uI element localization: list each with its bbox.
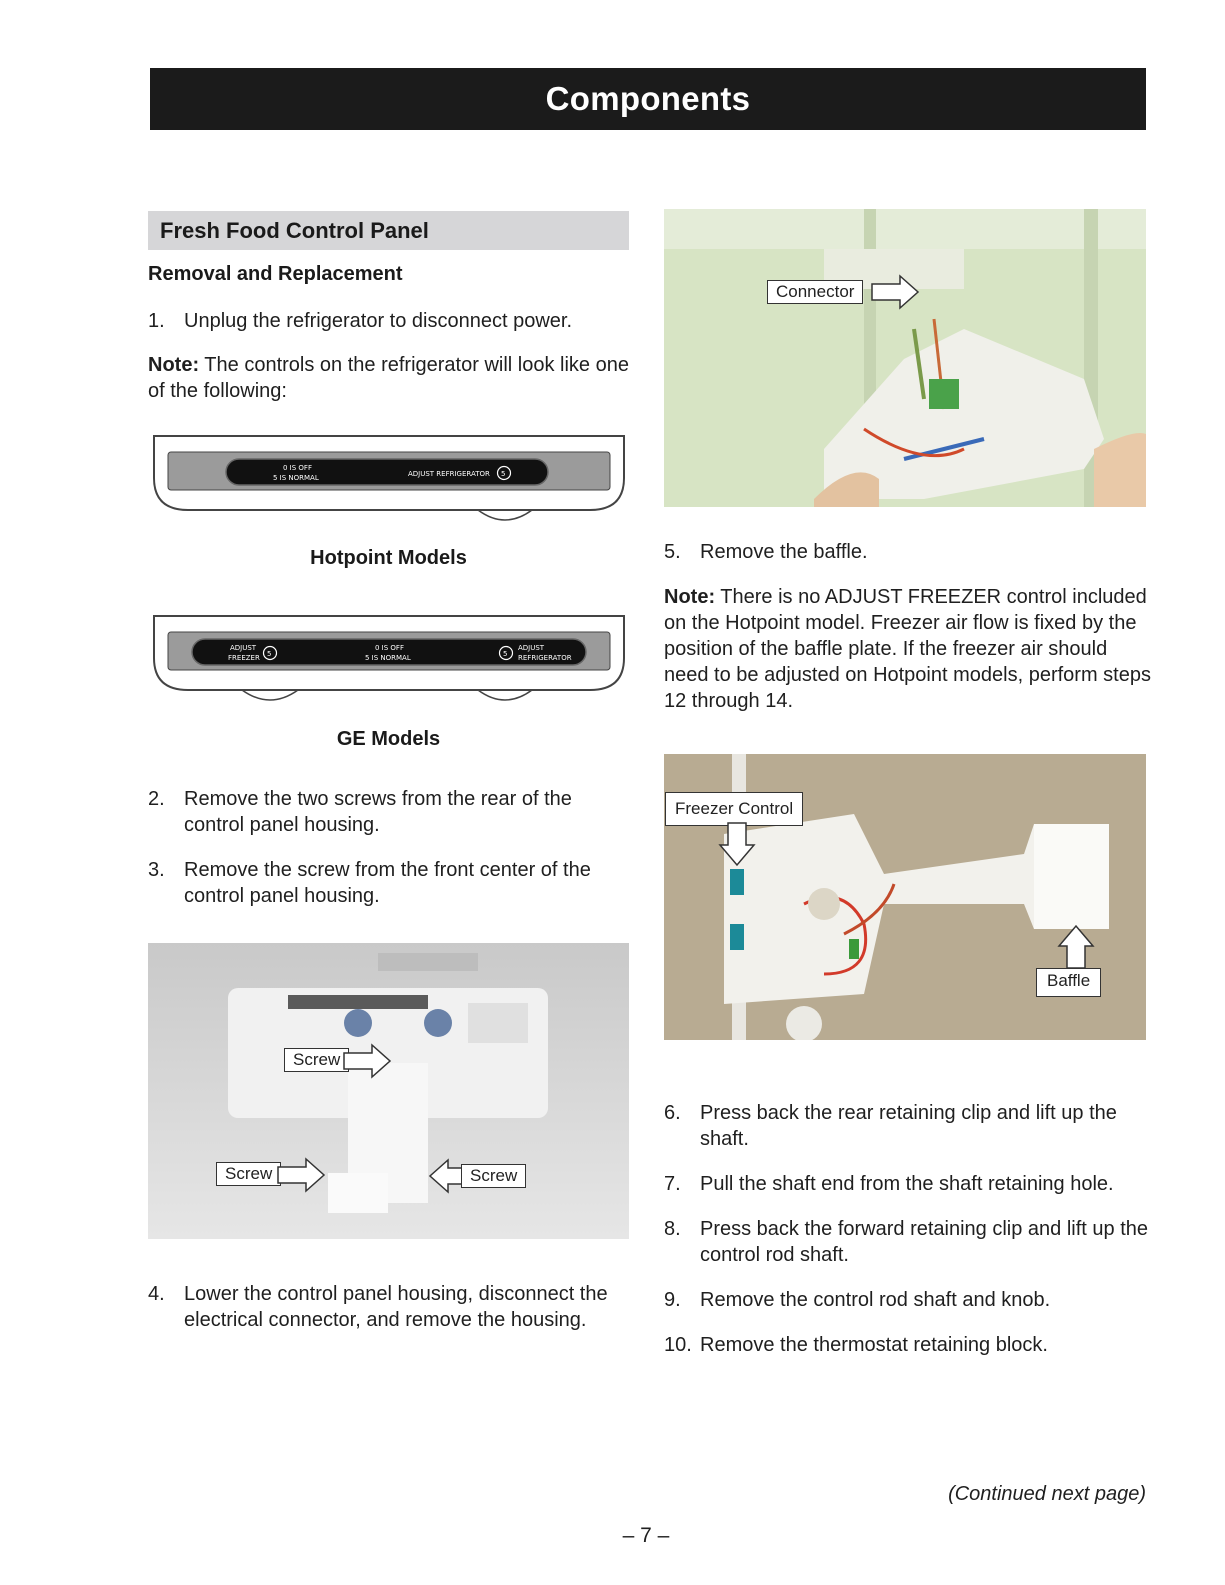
step-number: 1. [148, 310, 165, 332]
note-text: There is no ADJUST FREEZER control included on the Hotpoint model. Freezer air flow is fixed by the position of the baffle plate. If the freezer air should need to be adjusted on Hotpoint models, perform steps 12 through 14. [664, 586, 1151, 712]
arrow-right-icon [344, 1044, 392, 1078]
page-number: – 7 – [622, 1524, 670, 1547]
ge-normal-label: 5 IS NORMAL [365, 654, 411, 662]
note-label: Note: [664, 586, 716, 608]
step-6 [664, 1100, 1152, 1152]
step-number: 9. [664, 1289, 681, 1311]
page-header-bar [150, 68, 1146, 130]
hotpoint-knob-number: 5 [501, 470, 506, 478]
step-number: 8. [664, 1218, 681, 1240]
ge-freezer-knob-number: 5 [267, 650, 272, 658]
step-3 [148, 857, 633, 909]
step-10 [664, 1332, 1152, 1358]
step-7 [664, 1171, 1152, 1197]
step-text: Lower the control panel housing, disconnect the electrical connector, and remove the housing. [184, 1283, 608, 1331]
note-controls [148, 352, 633, 404]
caption-ge-models: GE Models [336, 728, 441, 750]
step-text: Remove the screw from the front center of the control panel housing. [184, 859, 591, 907]
arrow-right-icon [278, 1158, 326, 1192]
callout-screw-right: Screw [461, 1164, 526, 1188]
arrow-right-icon [872, 275, 920, 309]
step-5 [664, 539, 1154, 565]
step-number: 10. [664, 1334, 692, 1356]
step-text: Remove the baffle. [700, 541, 868, 563]
connector-photo [664, 209, 1146, 507]
step-9 [664, 1287, 1152, 1313]
ge-adjust-refrigerator-label-1: ADJUST [518, 644, 545, 652]
note-text: The controls on the refrigerator will look like one of the following: [148, 354, 629, 402]
callout-freezer-control: Freezer Control [665, 792, 803, 826]
note-label: Note: [148, 354, 200, 376]
caption-hotpoint-models: Hotpoint Models [310, 547, 467, 569]
section-title: Fresh Food Control Panel [160, 217, 429, 243]
step-number: 2. [148, 788, 165, 810]
page-title: Components [545, 80, 751, 117]
note-adjust-freezer [664, 584, 1152, 714]
callout-baffle: Baffle [1036, 968, 1101, 997]
hotpoint-normal-label: 5 IS NORMAL [273, 474, 319, 482]
ge-adjust-freezer-label-2: FREEZER [228, 654, 260, 662]
step-4 [148, 1281, 633, 1333]
callout-screw-top: Screw [284, 1048, 349, 1072]
continued-note: (Continued next page) [948, 1483, 1146, 1505]
steps-6-to-10 [664, 1100, 1152, 1358]
callout-screw-left: Screw [216, 1162, 281, 1186]
step-number: 5. [664, 541, 681, 563]
step-2 [148, 786, 633, 838]
ge-refrigerator-knob-number: 5 [503, 650, 508, 658]
section-heading [148, 211, 629, 250]
step-8 [664, 1216, 1152, 1268]
step-text: Remove the thermostat retaining block. [700, 1334, 1048, 1356]
step-text: Remove the control rod shaft and knob. [700, 1289, 1051, 1311]
step-number: 6. [664, 1102, 681, 1124]
step-text: Unplug the refrigerator to disconnect power. [184, 310, 572, 332]
step-text: Remove the two screws from the rear of the control panel housing. [184, 788, 572, 836]
step-number: 3. [148, 859, 165, 881]
section-subtitle: Removal and Replacement [148, 263, 403, 285]
step-number: 4. [148, 1283, 165, 1305]
step-1 [148, 308, 638, 334]
step-text: Press back the rear retaining clip and lift up the shaft. [700, 1102, 1117, 1150]
ge-adjust-freezer-label-1: ADJUST [230, 644, 257, 652]
step-number: 7. [664, 1173, 681, 1195]
step-text: Pull the shaft end from the shaft retaining hole. [700, 1173, 1114, 1195]
callout-connector: Connector [767, 280, 863, 304]
ge-adjust-refrigerator-label-2: REFRIGERATOR [518, 654, 572, 662]
step-text: Press back the forward retaining clip and lift up the control rod shaft. [700, 1218, 1149, 1266]
ge-control-panel-illustration [150, 612, 628, 712]
arrow-up-icon [1058, 925, 1094, 969]
hotpoint-off-label: 0 IS OFF [283, 464, 312, 472]
hotpoint-control-panel-illustration [150, 432, 628, 532]
control-housing-photo [148, 943, 629, 1239]
ge-off-label: 0 IS OFF [375, 644, 404, 652]
hotpoint-adjust-refrigerator-label: ADJUST REFRIGERATOR [408, 470, 490, 478]
arrow-down-icon [719, 823, 755, 867]
